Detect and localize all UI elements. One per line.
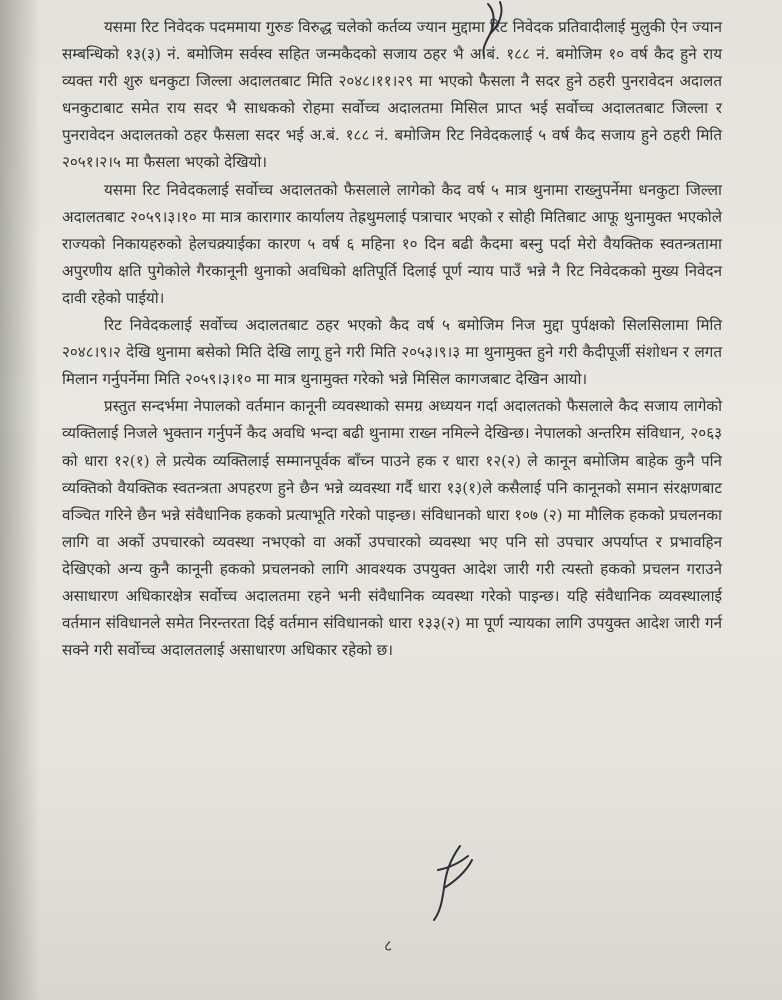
paragraph-4: प्रस्तुत सन्दर्भमा नेपालको वर्तमान कानूनी व्यवस्थाको समग्र अध्ययन गर्दा अदालतको फैसलाले कैद सजाय लागेको व्यक्तिलाई निजले भुक्तान गर्नुपर्ने कैद अवधि भन्दा बढी थुनामा राख्न नमिल्ने देखिन्छ। नेपालको अन्तरिम संविधान, २०६३ को धारा १२(१) ले प्रत्येक व्यक्तिलाई सम्मानपूर्वक बाँच्न पाउने हक र धारा १२(२) ले कानून बमोजिम बाहेक कुनै पनि व्यक्तिको वैयक्तिक स्वतन्त्रता अपहरण हुने छैन भन्ने व्यवस्था गर्दै धारा १३(१)ले कसैलाई पनि कानूनको समान संरक्षणबाट वञ्चित गरिने छैन भन्ने संवैधानिक हकको प्रत्याभूति गरेको पाइन्छ। संविधानको धारा १०७ (२) मा मौलिक हकको प्रचलनका लागि वा अर्को उपचारको व्यवस्था नभएको वा अर्को उपचारको व्यवस्था भए पनि सो उपचार अपर्याप्त र प्रभावहिन देखिएको अन्य कुनै कानूनी हकको प्रचलनको लागि आवश्यक उपयुक्त आदेश जारी गरी त्यस्तो हकको प्रचलन गराउने असाधारण अधिकारक्षेत्र सर्वोच्च अदालतमा रहने भनी संवैधानिक व्यवस्था गरेको पाइन्छ। यहि संवैधानिक व्यवस्थालाई वर्तमान संविधानले समेत निरन्तरता दिई वर्तमान संविधानको धारा १३३(२) मा पूर्ण न्यायका लागि उपयुक्त आदेश जारी गर्न सक्ने गरी सर्वोच्च अदालतलाई असाधारण अधिकार रहेको छ। [62, 397, 722, 660]
signature-bottom [420, 842, 490, 924]
page-number: ८ [384, 936, 393, 955]
document-body [62, 14, 722, 664]
paragraph-1: यसमा रिट निवेदक पदममाया गुरुङ विरुद्ध चलेको कर्तव्य ज्यान मुद्दामा रिट निवेदक प्रतिवादीलाई मुलुकी ऐन ज्यान सम्बन्धिको १३(३) नं. बमोजिम सर्वस्व सहित जन्मकैदको सजाय ठहर भै अ.बं. १८८ नं. बमोजिम १० वर्ष कैद हुने राय व्यक्त गरी शुरु धनकुटा जिल्ला अदालतबाट मिति २०४८।११।२९ मा भएको फैसला नै सदर हुने ठहरी पुनरावेदन अदालत धनकुटाबाट समेत राय सदर भै साधकको रोहमा सर्वोच्च अदालतमा मिसिल प्राप्त भई सर्वोच्च अदालतबाट जिल्ला र पुनरावेदन अदालतको ठहर फैसला सदर भई अ.बं. १८८ नं. बमोजिम रिट निवेदकलाई ५ वर्ष कैद सजाय हुने ठहरी मिति २०५१।२।५ मा फैसला भएको देखियो। [62, 18, 722, 172]
page-shadow [0, 0, 40, 1000]
signature-top [460, 0, 520, 60]
paragraph-2: यसमा रिट निवेदकलाई सर्वोच्च अदालतको फैसलाले लागेको कैद वर्ष ५ मात्र थुनामा राख्नुपर्नेमा धनकुटा जिल्ला अदालतबाट २०५९।३।१० मा मात्र कारागार कार्यालय तेह्रथुमलाई पत्राचार भएको र सोही मितिबाट आफू थुनामुक्त भएकोले राज्यको निकायहरुको हेलचक्र्याईका कारण ५ वर्ष ६ महिना १० दिन बढी कैदमा बस्नु पर्दा मेरो वैयक्तिक स्वतन्त्रतामा अपुरणीय क्षति पुगेकोले गैरकानूनी थुनाको अवधिको क्षतिपूर्ति दिलाई पूर्ण न्याय पाउँ भन्ने नै रिट निवेदकको मुख्य निवेदन दावी रहेको पाईयो। [62, 180, 722, 307]
paragraph-3: रिट निवेदकलाई सर्वोच्च अदालतबाट ठहर भएको कैद वर्ष ५ बमोजिम निज मुद्दा पुर्पक्षको सिलसिलामा मिति २०४८।९।२ देखि थुनामा बसेको मिति देखि लागू हुने गरी मिति २०५३।९।३ मा थुनामुक्त हुने गरी कैदीपूर्जी संशोधन र लगत मिलान गर्नुपर्नेमा मिति २०५९।३।१० मा मात्र थुनामुक्त गरेको भन्ने मिसिल कागजबाट देखिन आयो। [62, 316, 722, 389]
